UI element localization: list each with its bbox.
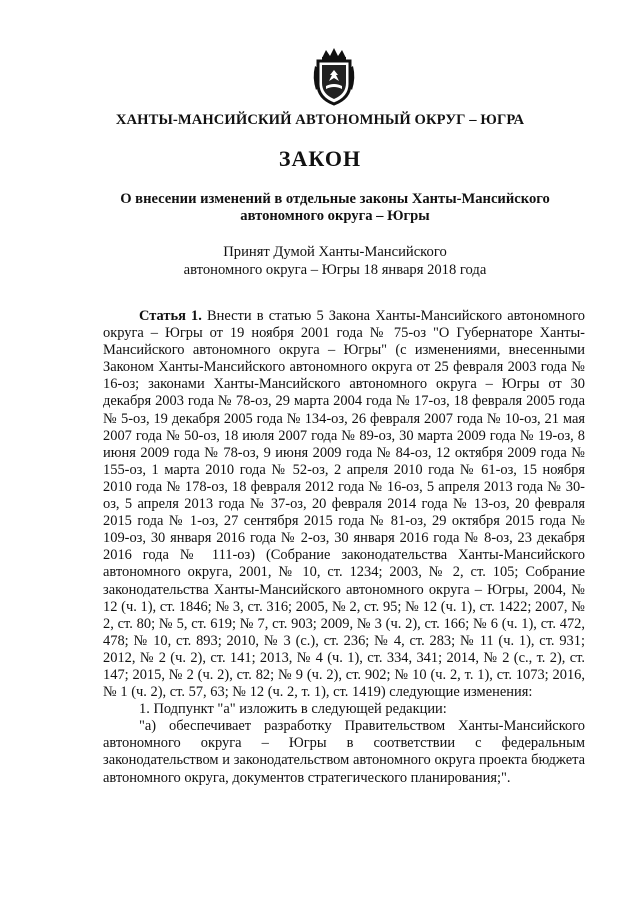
- article-1-paragraph: [103, 308, 585, 701]
- adoption-note-line: автономного округа – Югры 18 января 2018 года: [183, 262, 487, 278]
- article-label: Статья 1.: [139, 308, 202, 324]
- article-text: Внести в статью 5 Закона Ханты-Мансийского автономного округа – Югры от 19 ноября 2001 года № 75-оз "О Губернаторе Ханты-Мансийского автономного округа – Югры" (с изменениями, внесенными Законом Ханты-Мансийского автономного округа от 25 февраля 2003 года № 16-оз; законами Ханты-Мансийского автономного округа – Югры от 30 декабря 2003 года № 78-оз, 29 марта 2004 года № 17-оз, 18 февраля 2005 года № 5-оз, 19 декабря 2005 года № 134-оз, 26 февраля 2007 года № 10-оз, 21 мая 2007 года № 50-оз, 18 июля 2007 года № 89-оз, 30 марта 2009 года № 19-оз, 8 июня 2009 года № 78-оз, 9 июня 2009 года № 84-оз, 12 октября 2009 года № 155-оз, 1 марта 2010 года № 52-оз, 2 апреля 2010 года № 61-оз, 15 ноября 2010 года № 178-оз, 18 февраля 2012 года № 16-оз, 5 апреля 2013 года № 30-оз, 5 апреля 2013 года № 37-оз, 20 февраля 2014 года № 13-оз, 20 февраля 2015 года № 1-оз, 27 сентября 2015 года № 81-оз, 29 октября 2015 года № 109-оз, 30 января 2016 года № 2-оз, 30 января 2016 года № 8-оз, 23 декабря 2016 года № 111-оз) (Собрание законодательства Ханты-Мансийского автономного округа, 2001, № 10, ст. 1234; 2003, № 2, ст. 105; Собрание законодательства Ханты-Мансийского автономного округа – Югры, 2004, № 12 (ч. 1), ст. 1846; № 3, ст. 316; 2005, № 2, ст. 95; № 12 (ч. 1), ст. 1422; 2007, № 2, ст. 80; № 5, ст. 619; № 7, ст. 903; 2009, № 3 (ч. 2), ст. 166; № 6 (ч. 1), ст. 472, 478; № 10, ст. 893; 2010, № 3 (с.), ст. 236; № 4, ст. 283; № 11 (ч. 1), ст. 931; 2012, № 2 (ч. 2), ст. 141; 2013, № 4 (ч. 1), ст. 334, 341; 2014, № 2 (с., т. 2), ст. 147; 2015, № 2 (ч. 2), ст. 82; № 9 (ч. 2), ст. 902; № 10 (ч. 2, т. 1), ст. 1073; 2016, № 1 (ч. 2), ст. 57, 63; № 12 (ч. 2, т. 1), ст. 1419) следующие изменения:: [103, 308, 586, 701]
- law-subject-line: автономного округа – Югры: [240, 208, 430, 224]
- region-heading: ХАНТЫ-МАНСИЙСКИЙ АВТОНОМНЫЙ ОКРУГ – ЮГРА: [115, 112, 525, 128]
- amendment-item: 1. Подпункт "а" изложить в следующей редакции:: [139, 701, 447, 718]
- article-body: [103, 308, 585, 787]
- law-subject: [100, 191, 570, 225]
- coat-of-arms-emblem: [312, 46, 356, 106]
- law-subject-line: О внесении изменений в отдельные законы Ханты-Мансийского: [120, 191, 550, 207]
- adoption-note: [100, 243, 570, 279]
- document-type-title: ЗАКОН: [278, 146, 362, 171]
- adoption-note-line: Принят Думой Ханты-Мансийского: [223, 244, 447, 260]
- amendment-item-text: "а) обеспечивает разработку Правительством Ханты-Мансийского автономного округа – Югры в соответствии с федеральным законодательством и законодательством автономного округа проекта бюджета автономного округа, документов стратегического планирования;".: [103, 718, 585, 786]
